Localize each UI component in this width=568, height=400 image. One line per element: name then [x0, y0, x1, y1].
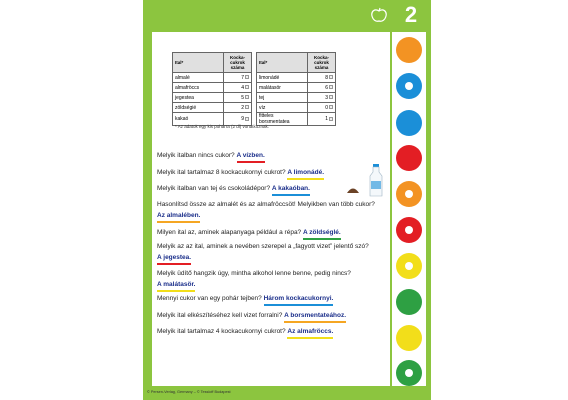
cocoa-powder-icon: [346, 184, 360, 194]
drink-name: víz: [257, 103, 308, 113]
sugar-cube-icon: [329, 105, 333, 109]
sugar-count-value: 9: [241, 116, 244, 122]
sugar-count: [224, 83, 252, 93]
question-text: Melyik ital tartalmaz 4 kockacukornyi cukrot?: [157, 328, 286, 335]
sugar-count: [308, 73, 336, 83]
question-item: [157, 150, 385, 163]
sugar-cube-icon: [329, 95, 333, 99]
answer-dot: [396, 73, 422, 99]
answer-text: A borsmentateához.: [284, 312, 346, 323]
answer-dot: [396, 217, 422, 243]
answer-dot: [396, 360, 422, 386]
apple-icon: [370, 7, 388, 23]
drink-name: almafröccs: [173, 83, 224, 93]
drink-name: jegestea: [173, 93, 224, 103]
question-text: Melyik az az ital, aminek a nevében szerepel a „fagyott vizet” jelentő szó?: [157, 243, 369, 250]
answer-text: A kakaóban.: [272, 185, 310, 196]
sugar-count-value: 6: [325, 84, 328, 91]
question-item: [157, 241, 385, 265]
question-item: [157, 268, 385, 292]
answer-text: A jegestea.: [157, 254, 191, 265]
question-text: Melyik ital elkészítéséhez kell vizet forralni?: [157, 312, 283, 319]
sugar-cube-icon: [329, 117, 333, 121]
page-number: 2: [404, 2, 418, 27]
header-sugar-count: Kocka- cukrok száma: [224, 53, 252, 73]
dot-hole: [405, 369, 413, 377]
question-text: Hasonlítsd össze az almalét és az almafröccsöt! Melyikben van több cukor?: [157, 201, 375, 208]
answer-text: Az almafröccs.: [287, 328, 333, 339]
table-row: [173, 103, 336, 113]
answer-text: A malátasör.: [157, 281, 195, 292]
question-text: Melyik italban van tej és csokoládépor?: [157, 185, 271, 192]
answer-text: A limonádé.: [287, 169, 324, 180]
answer-dot: [396, 110, 422, 136]
drink-name: zöldségié: [173, 103, 224, 113]
answer-dot: [396, 325, 422, 351]
drink-name: malátasör: [257, 83, 308, 93]
sugar-count: [224, 103, 252, 113]
drink-name: almalé: [173, 73, 224, 83]
sugar-cube-icon: [245, 117, 249, 121]
sugar-count-value: 1: [325, 116, 328, 122]
question-item: [157, 293, 385, 306]
answer-text: Három kockacukornyi.: [264, 295, 334, 306]
sugar-cube-icon: [245, 95, 249, 99]
question-item: [157, 167, 385, 180]
drink-name: kakaó: [173, 113, 224, 126]
dot-hole: [405, 262, 413, 270]
sugar-count: [224, 73, 252, 83]
drink-name: fitteles borsmentatea: [257, 113, 308, 126]
question-item: [157, 326, 385, 339]
sugar-count-value: 3: [325, 94, 328, 101]
sugar-count: [308, 103, 336, 113]
sugar-count-value: 5: [241, 94, 244, 101]
answer-dot: [396, 289, 422, 315]
sugar-cube-icon: [329, 75, 333, 79]
question-text: Melyik italban nincs cukor?: [157, 152, 235, 159]
sugar-count-value: 0: [325, 104, 328, 111]
dot-hole: [405, 82, 413, 90]
sugar-table: [172, 52, 336, 126]
sugar-cube-icon: [245, 85, 249, 89]
answer-text: A zöldséglé.: [303, 229, 341, 240]
table-row: [173, 73, 336, 83]
question-text: Mennyi cukor van egy pohár tejben?: [157, 295, 262, 302]
question-text: Milyen ital az, aminek alapanyaga például a répa?: [157, 229, 302, 236]
milk-bottle-icon: [368, 163, 384, 197]
dot-hole: [405, 226, 413, 234]
answer-dot: [396, 253, 422, 279]
sugar-cube-icon: [245, 105, 249, 109]
header-drink: Ital*: [173, 53, 224, 73]
answer-dot: [396, 145, 422, 171]
sugar-cube-icon: [245, 75, 249, 79]
sugar-count: [308, 113, 336, 126]
sugar-count-value: 8: [325, 74, 328, 81]
sugar-count-value: 4: [241, 84, 244, 91]
question-item: [157, 227, 372, 240]
drink-name: limonádé: [257, 73, 308, 83]
sugar-count-value: 2: [241, 104, 244, 111]
dot-hole: [405, 190, 413, 198]
question-item: [157, 310, 385, 323]
question-text: Melyik ital tartalmaz 8 kockacukornyi cukrot?: [157, 169, 286, 176]
sugar-count: [308, 93, 336, 103]
question-text: Melyik üdítő hangzik úgy, mintha alkohol lenne benne, pedig nincs?: [157, 270, 351, 277]
header-drink: Ital*: [257, 53, 308, 73]
answer-dot: [396, 181, 422, 207]
copyright-footer: © Persen-Verlag, Germany – © Tessloff Budapest: [147, 390, 231, 394]
answer-dots-column: [392, 32, 426, 386]
sugar-count: [224, 93, 252, 103]
sugar-count: [308, 83, 336, 93]
sugar-count-value: 7: [241, 74, 244, 81]
table-row: [173, 93, 336, 103]
answer-text: Az almalében.: [157, 212, 200, 223]
table-row: [173, 83, 336, 93]
header-sugar-count: Kocka- cukrok száma: [308, 53, 336, 73]
answer-text: A vízben.: [237, 152, 265, 163]
question-item: [157, 199, 385, 223]
table-footnote: * Az adatok egy kis pohárra (2 dl) vonatkoznak.: [175, 124, 270, 129]
answer-dot: [396, 37, 422, 63]
drink-name: tej: [257, 93, 308, 103]
sugar-cube-icon: [329, 85, 333, 89]
